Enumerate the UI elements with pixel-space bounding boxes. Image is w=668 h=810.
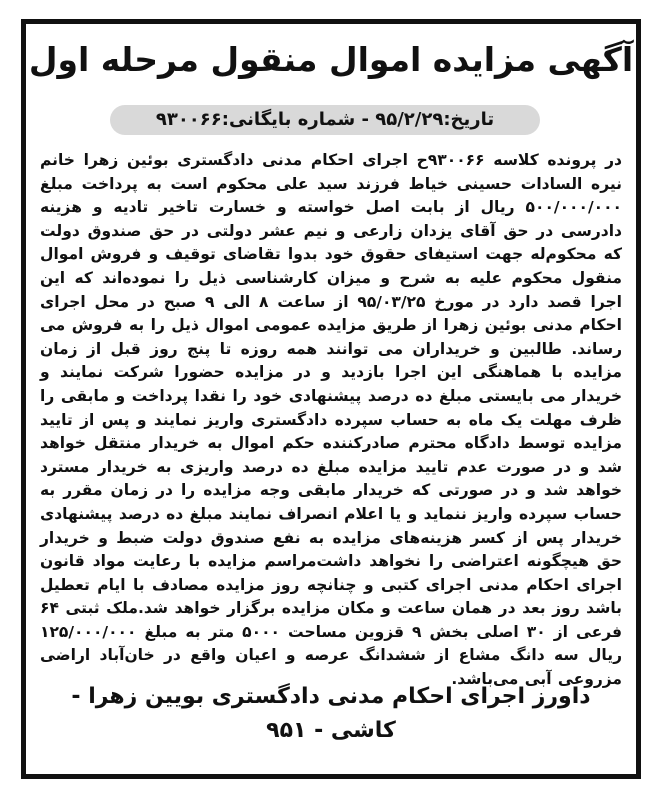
- notice-frame: [21, 19, 641, 779]
- notice-headline: آگهی مزایده اموال منقول مرحله اول: [28, 40, 634, 79]
- notice-footer-signature: داورز اجرای احکام مدنی دادگستری بویین زهرا - کاشی - ۹۵۱: [71, 684, 591, 743]
- notice-body-text: در پرونده کلاسه ۹۳۰۰۶۶ح اجرای احکام مدنی دادگستری بوئین زهرا خانم نیره السادات حسینی خیاط فرزند سید علی محکوم است به پرداخت مبلغ ۵۰۰/۰۰۰/۰۰۰ ریال از بابت اصل خواسته و خسارت تاخیر تادیه و هزینه دادرسی در حق آقای یزدان زارعی و نیم عشر دولتی در حق صندوق دولت که محکوم‌له جهت استیفای حقوق خود بدوا تقاضای توقیف و فروش اموال منقول محکوم علیه به شرح و میزان کارشناسی ذیل را نموده‌اند که این اجرا قصد دارد در مورخ ۹۵/۰۳/۲۵ از ساعت ۸ الی ۹ صبح در محل اجرای احکام مدنی بوئین زهرا از طریق مزایده عمومی اموال ذیل را به فروش می رساند. طالبین و خریداران می توانند همه روزه تا پنج روز قبل از زمان مزایده با هماهنگی این اجرا بازدید و در مزایده حضورا شرکت نمایند و خریدار می بایستی مبلغ ده درصد پیشنهادی خود را نقدا پرداخت و مابقی را ظرف مهلت یک ماه به حساب سپرده دادگستری واریز نمایند و پس از تایید مزایده توسط دادگاه محترم صادرکننده حکم اموال به خریدار منتقل خواهد شد و در صورت عدم تایید مزایده مبلغ ده درصد واریزی به خریدار مسترد خواهد شد و در صورتی که خریدار مابقی وجه مزایده را در زمان مقرر به حساب سپرده واریز ننماید و یا اعلام انصراف نمایند مبلغ ده درصد پیشنهادی خریدار پس از کسر هزینه‌های مزایده به نفع صندوق دولت ضبط و خریدار حق هیچگونه اعتراضی را نخواهد داشت‌مراسم مزایده با رعایت مواد قانون اجرای احکام مدنی اجرای کتبی و چنانچه روز مزایده مصادف با ایام تعطیل باشد روز بعد در همان ساعت و مکان مزایده برگزار خواهد شد.ملک ثبتی ۶۴ فرعی از ۳۰ اصلی بخش ۹ قزوین مساحت ۵۰۰۰ متر به مبلغ ۱۲۵/۰۰۰/۰۰۰ ریال سه دانگ مشاع از ششدانگ عرصه و اعیان واقع در خان‌آباد اراضی مزروعی آبی می‌باشد.: [40, 151, 623, 689]
- date-archive-number-band: تاریخ:۹۵/۲/۲۹ - شماره بایگانی:۹۳۰۰۶۶: [110, 105, 540, 135]
